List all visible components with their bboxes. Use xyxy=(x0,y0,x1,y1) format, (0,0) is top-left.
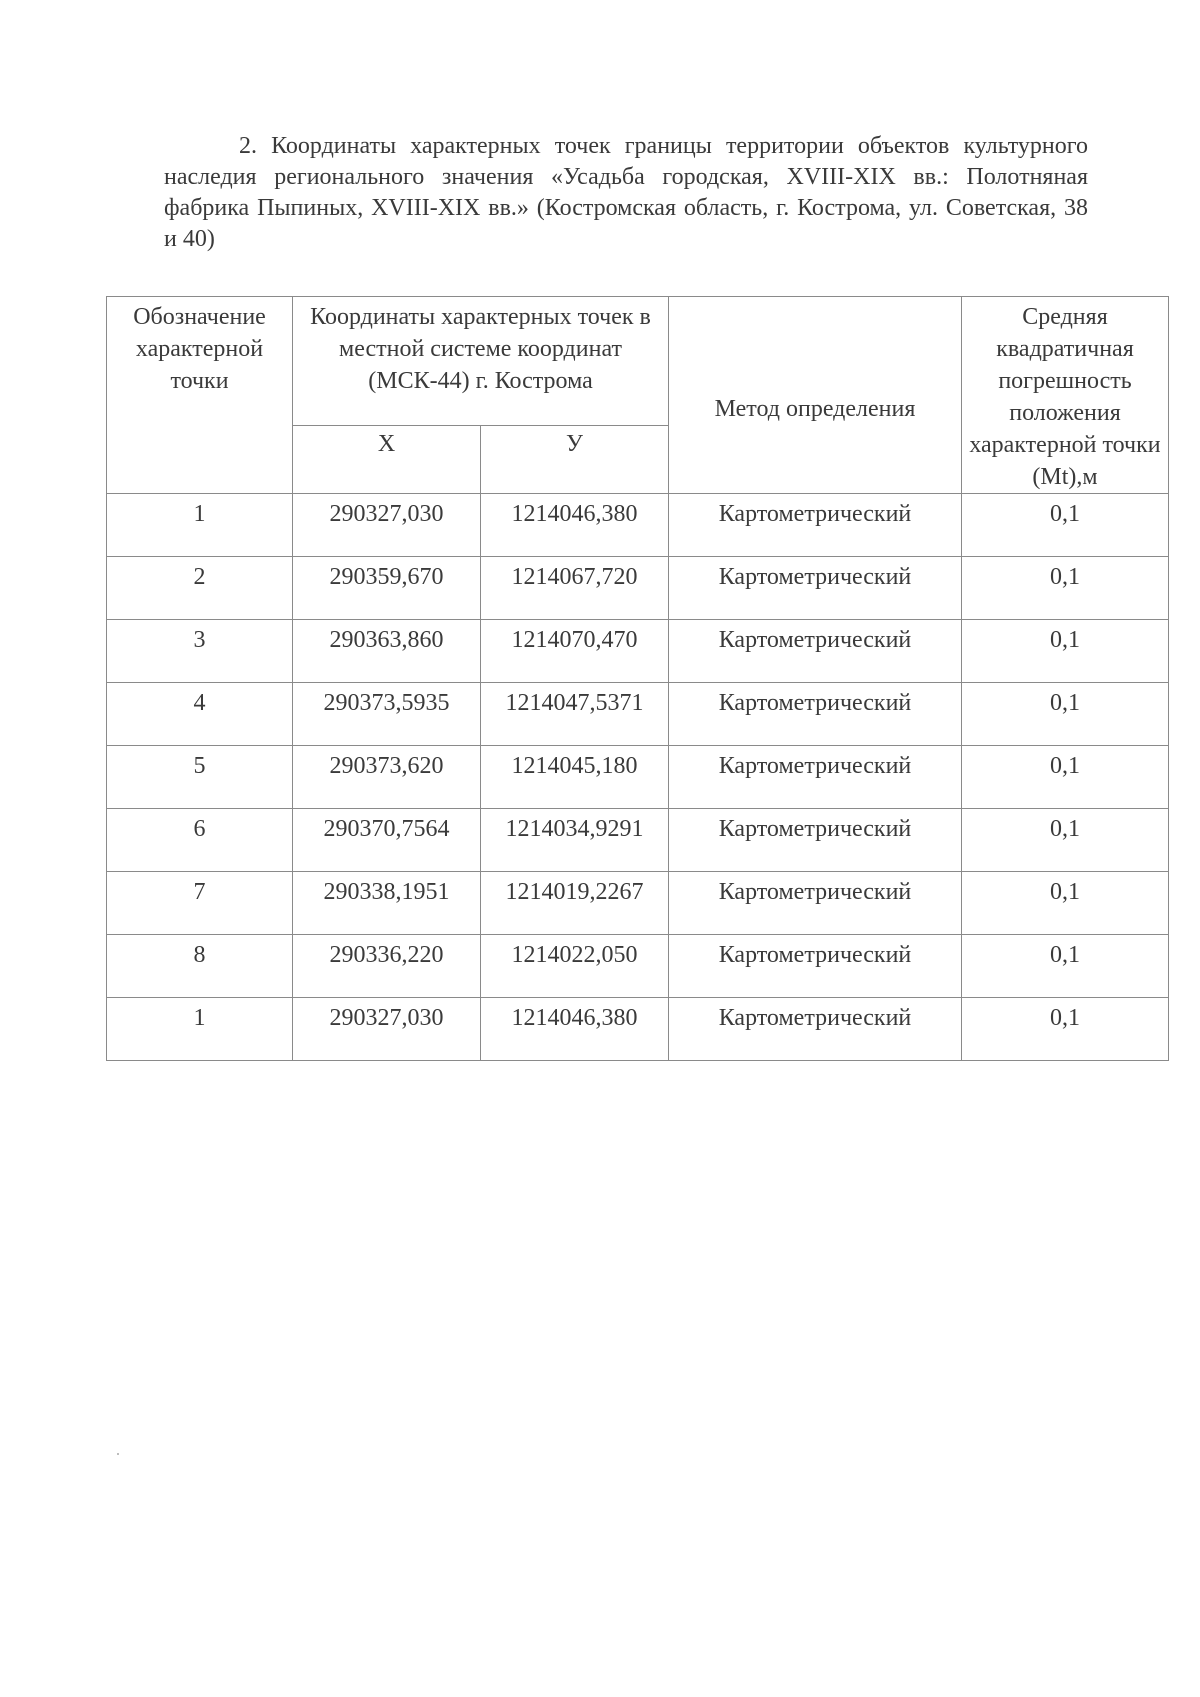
cell-x: 290373,5935 xyxy=(293,683,481,746)
cell-y: 1214046,380 xyxy=(481,494,669,557)
cell-method: Картометрический xyxy=(669,620,962,683)
table-row xyxy=(107,809,1169,872)
cell-y: 1214047,5371 xyxy=(481,683,669,746)
cell-method: Картометрический xyxy=(669,998,962,1061)
cell-error: 0,1 xyxy=(962,935,1169,998)
cell-point: 8 xyxy=(107,935,293,998)
cell-y: 1214019,2267 xyxy=(481,872,669,935)
header-y: У xyxy=(481,425,669,493)
cell-x: 290338,1951 xyxy=(293,872,481,935)
cell-method: Картометрический xyxy=(669,683,962,746)
cell-point: 5 xyxy=(107,746,293,809)
table-row xyxy=(107,872,1169,935)
header-point: Обозначение характерной точки xyxy=(107,297,293,494)
cell-error: 0,1 xyxy=(962,809,1169,872)
scan-speck xyxy=(117,1453,119,1455)
cell-x: 290327,030 xyxy=(293,494,481,557)
header-method: Метод определения xyxy=(669,297,962,494)
cell-y: 1214045,180 xyxy=(481,746,669,809)
table-body xyxy=(107,494,1169,1061)
table-row xyxy=(107,557,1169,620)
cell-point: 1 xyxy=(107,998,293,1061)
cell-method: Картометрический xyxy=(669,494,962,557)
cell-x: 290336,220 xyxy=(293,935,481,998)
table-row xyxy=(107,746,1169,809)
header-x: Х xyxy=(293,425,481,493)
cell-x: 290359,670 xyxy=(293,557,481,620)
cell-x: 290363,860 xyxy=(293,620,481,683)
table-row xyxy=(107,998,1169,1061)
cell-point: 2 xyxy=(107,557,293,620)
cell-x: 290327,030 xyxy=(293,998,481,1061)
section-heading: 2. Координаты характерных точек границы территории объектов культурного наследия регионального значения «Усадьба городская, XVIII-XIX вв.: Полотняная фабрика Пыпиных, XVIII-XIX вв.» (Костромская область, г. Кострома, ул. Советская, 38 и 40) xyxy=(164,133,1088,252)
cell-point: 1 xyxy=(107,494,293,557)
table-row xyxy=(107,494,1169,557)
cell-y: 1214046,380 xyxy=(481,998,669,1061)
cell-error: 0,1 xyxy=(962,494,1169,557)
cell-y: 1214070,470 xyxy=(481,620,669,683)
cell-point: 3 xyxy=(107,620,293,683)
table-header xyxy=(107,297,1169,494)
header-coords: Координаты характерных точек в местной системе координат (МСК-44) г. Кострома xyxy=(293,297,669,426)
cell-x: 290370,7564 xyxy=(293,809,481,872)
cell-method: Картометрический xyxy=(669,872,962,935)
header-error: Средняя квадратичная погрешность положения характерной точки (Mt),м xyxy=(962,297,1169,494)
cell-y: 1214034,9291 xyxy=(481,809,669,872)
cell-x: 290373,620 xyxy=(293,746,481,809)
cell-point: 4 xyxy=(107,683,293,746)
cell-error: 0,1 xyxy=(962,683,1169,746)
cell-y: 1214022,050 xyxy=(481,935,669,998)
cell-error: 0,1 xyxy=(962,620,1169,683)
coordinates-table xyxy=(106,296,1169,1061)
cell-error: 0,1 xyxy=(962,872,1169,935)
cell-method: Картометрический xyxy=(669,557,962,620)
cell-y: 1214067,720 xyxy=(481,557,669,620)
cell-error: 0,1 xyxy=(962,998,1169,1061)
cell-error: 0,1 xyxy=(962,746,1169,809)
table-row xyxy=(107,683,1169,746)
table-row xyxy=(107,935,1169,998)
cell-method: Картометрический xyxy=(669,809,962,872)
cell-point: 7 xyxy=(107,872,293,935)
cell-method: Картометрический xyxy=(669,746,962,809)
cell-error: 0,1 xyxy=(962,557,1169,620)
table-row xyxy=(107,620,1169,683)
cell-method: Картометрический xyxy=(669,935,962,998)
cell-point: 6 xyxy=(107,809,293,872)
